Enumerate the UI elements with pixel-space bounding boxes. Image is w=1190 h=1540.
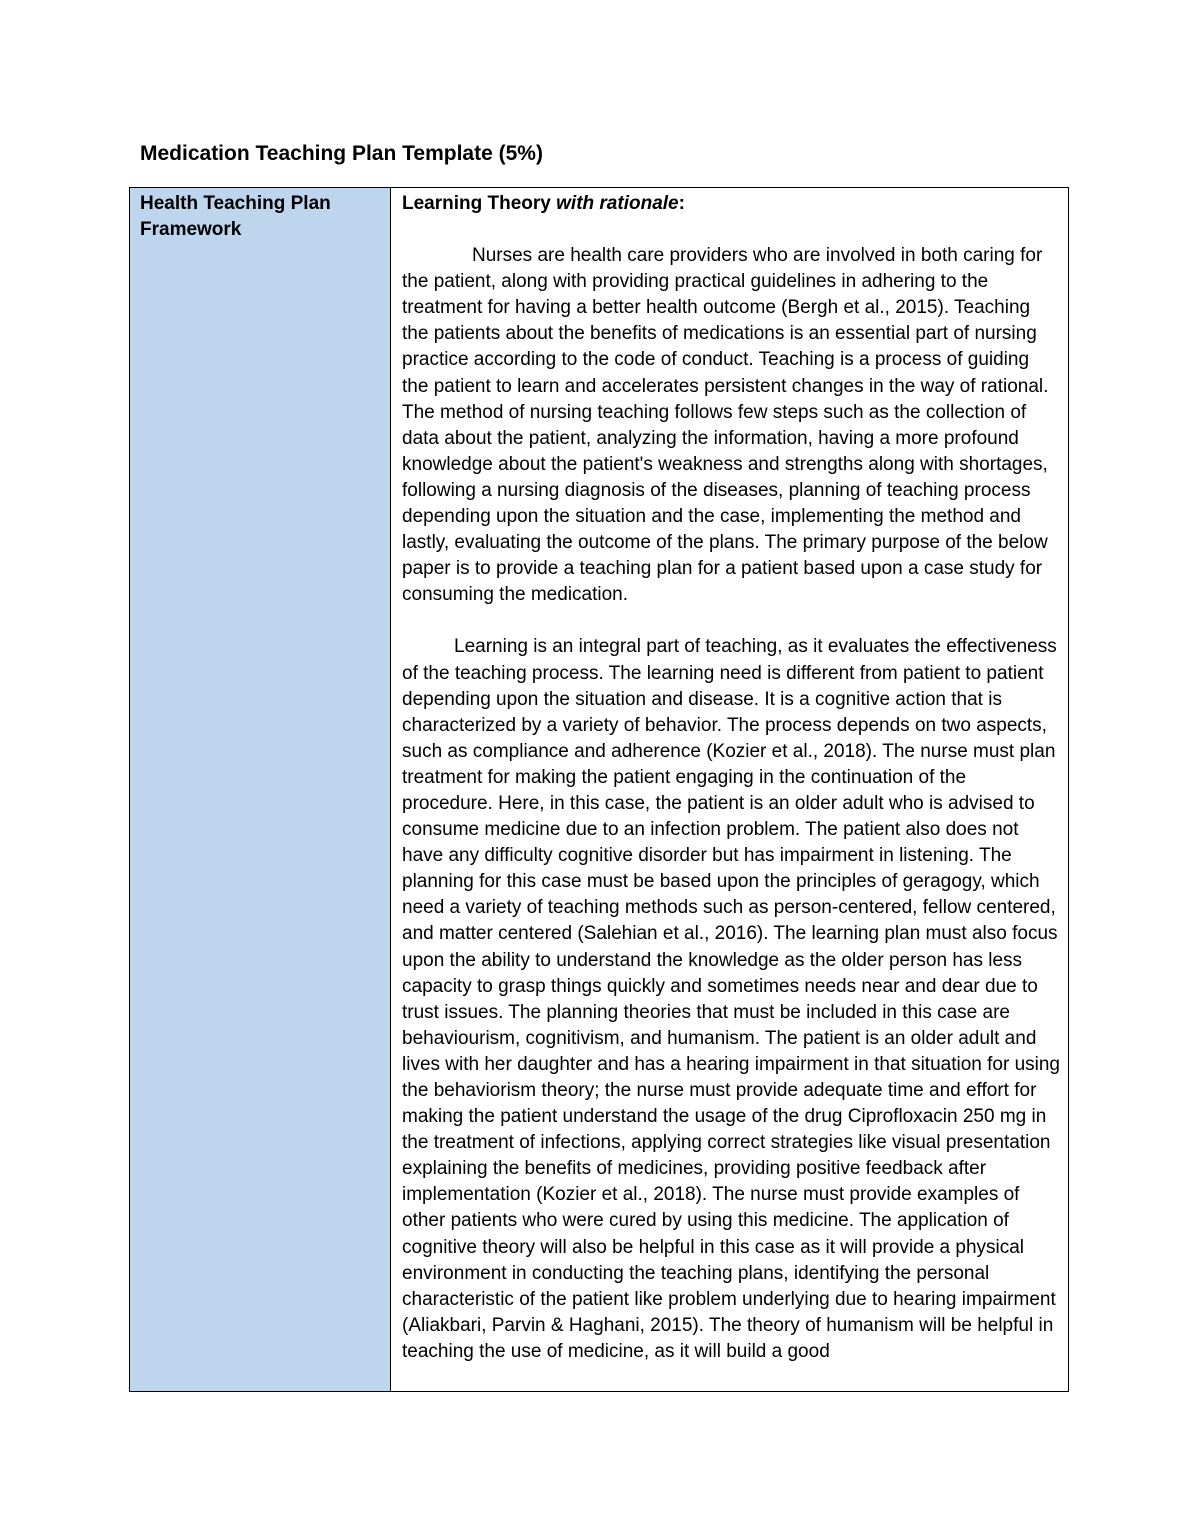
paragraph-learning-theory: Learning is an integral part of teaching, as it evaluates the effectiveness of the teaching process. The learning need is different from patient to patient depending upon the situation and disease. It is a cognitive action that is characterized by a variety of behavior. The process depends on two aspects, such as compliance and adherence (Kozier et al., 2018). The nurse must plan treatment for making the patient engaging in the continuation of the procedure. Here, in this case, the patient is an older adult who is advised to consume medicine due to an infection problem. The patient also does not have any difficulty cognitive disorder but has impairment in listening. The planning for this case must be based upon the principles of geragogy, which need a variety of teaching methods such as person-centered, fellow centered, and matter centered (Salehian et al., 2016). The learning plan must also focus upon the ability to understand the knowledge as the older person has less capacity to grasp things quickly and sometimes needs near and dear due to trust issues. The planning theories that must be included in this case are behaviourism, cognitivism, and humanism. The patient is an older adult and lives with her daughter and has a hearing impairment in that situation for using the behaviorism theory; the nurse must provide adequate time and effort for making the patient understand the usage of the drug Ciprofloxacin 250 mg in the treatment of infections, applying correct strategies like visual presentation explaining the benefits of medicines, providing positive feedback after implementation (Kozier et al., 2018). The nurse must provide examples of other patients who were cured by using this medicine. The application of cognitive theory will also be helpful in this case as it will provide a physical environment in conducting the teaching plans, identifying the personal characteristic of the patient like problem underlying due to hearing impairment (Aliakbari, Parvin & Haghani, 2015). The theory of humanism will be helpful in teaching the use of medicine, as it will build a good [402, 636, 1060, 1362]
table-row [130, 188, 1069, 1392]
learning-theory-cell [391, 188, 1069, 1392]
heading-suffix: : [678, 193, 685, 214]
framework-label: Health Teaching Plan Framework [140, 193, 331, 240]
heading-prefix: Learning Theory [402, 193, 557, 214]
framework-label-cell [130, 188, 391, 1392]
paragraph-nursing-teaching: Nurses are health care providers who are involved in both caring for the patient, along with providing practical guidelines in adhering to the treatment for having a better health outcome (Bergh et al., 2015). Teaching the patients about the benefits of medications is an essential part of nursing practice according to the code of conduct. Teaching is a process of guiding the patient to learn and accelerates persistent changes in the way of rational. The method of nursing teaching follows few steps such as the collection of data about the patient, analyzing the information, having a more profound knowledge about the patient's weakness and strengths along with shortages, following a nursing diagnosis of the diseases, planning of teaching process depending upon the situation and the case, implementing the method and lastly, evaluating the outcome of the plans. The primary purpose of the below paper is to provide a teaching plan for a patient based upon a case study for consuming the medication. [402, 245, 1049, 606]
document-title: Medication Teaching Plan Template (5%) [140, 142, 543, 165]
learning-theory-content [391, 188, 1068, 1391]
heading-italic: with rationale [556, 193, 679, 214]
teaching-plan-table [129, 187, 1069, 1392]
learning-theory-heading [402, 191, 1060, 217]
